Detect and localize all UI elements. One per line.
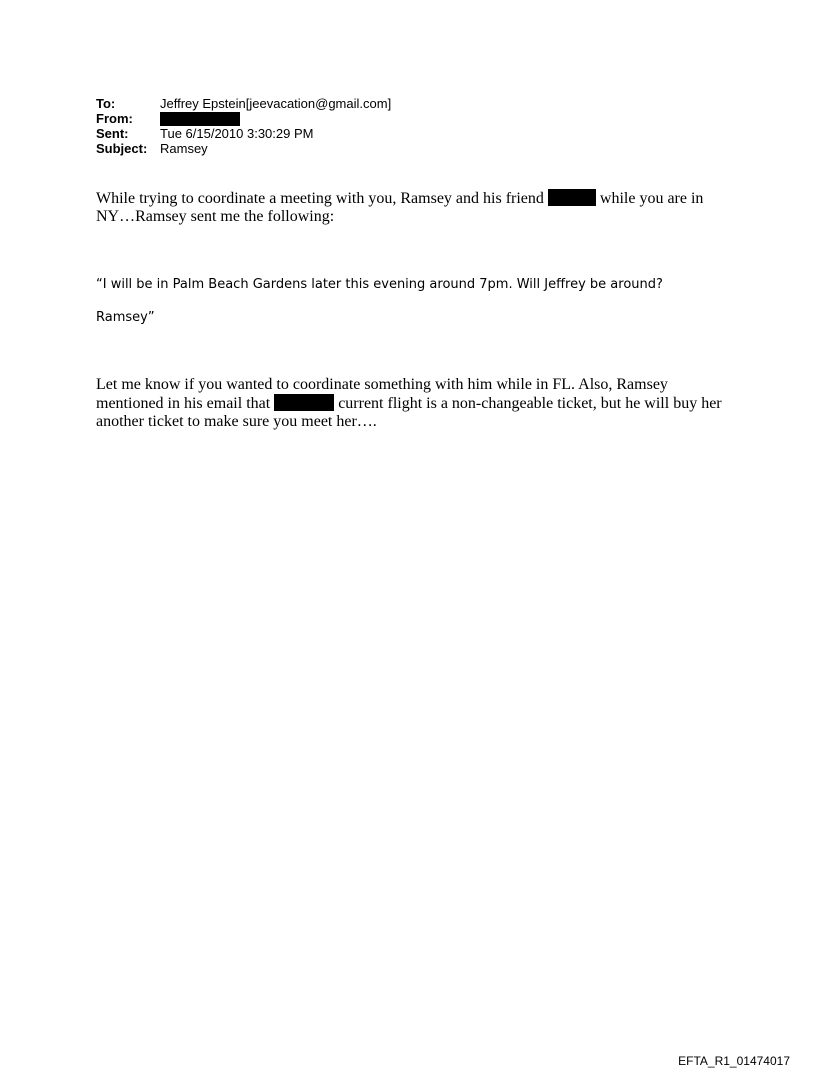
- subject-value: Ramsey: [160, 141, 208, 156]
- sent-label: Sent:: [96, 126, 129, 141]
- friend-name-redaction: [548, 189, 596, 206]
- intro-text-before: While trying to coordinate a meeting with you, Ramsey and his friend: [96, 190, 548, 207]
- from-redaction: [160, 112, 240, 126]
- from-label: From:: [96, 111, 133, 126]
- followup-text-before: Let me know if you wanted to coordinate something with him while in FL. Also, Ramsey mentioned in his email that: [96, 376, 668, 412]
- quoted-message-line: “I will be in Palm Beach Gardens later this evening around 7pm. Will Jeffrey be around?: [96, 277, 663, 292]
- email-header: [96, 96, 391, 156]
- sent-row: [96, 126, 391, 141]
- intro-text-after: while you are in NY…Ramsey sent me the following:: [96, 190, 704, 225]
- to-label: To:: [96, 96, 116, 111]
- subject-row: [96, 141, 391, 156]
- to-value: Jeffrey Epstein[jeevacation@gmail.com]: [160, 96, 392, 111]
- name-redaction: [274, 394, 334, 411]
- from-row: [96, 111, 391, 126]
- quoted-message-signature: Ramsey”: [96, 310, 155, 325]
- sent-value: Tue 6/15/2010 3:30:29 PM: [160, 126, 314, 141]
- followup-text-after: current flight is a non-changeable ticket, but he will buy her another ticket to make sure you meet her….: [96, 395, 722, 430]
- subject-label: Subject:: [96, 141, 148, 156]
- to-row: [96, 96, 391, 111]
- document-id: EFTA_R1_01474017: [678, 1054, 790, 1068]
- body-paragraph-intro: [96, 189, 736, 226]
- body-paragraph-followup: [96, 376, 736, 431]
